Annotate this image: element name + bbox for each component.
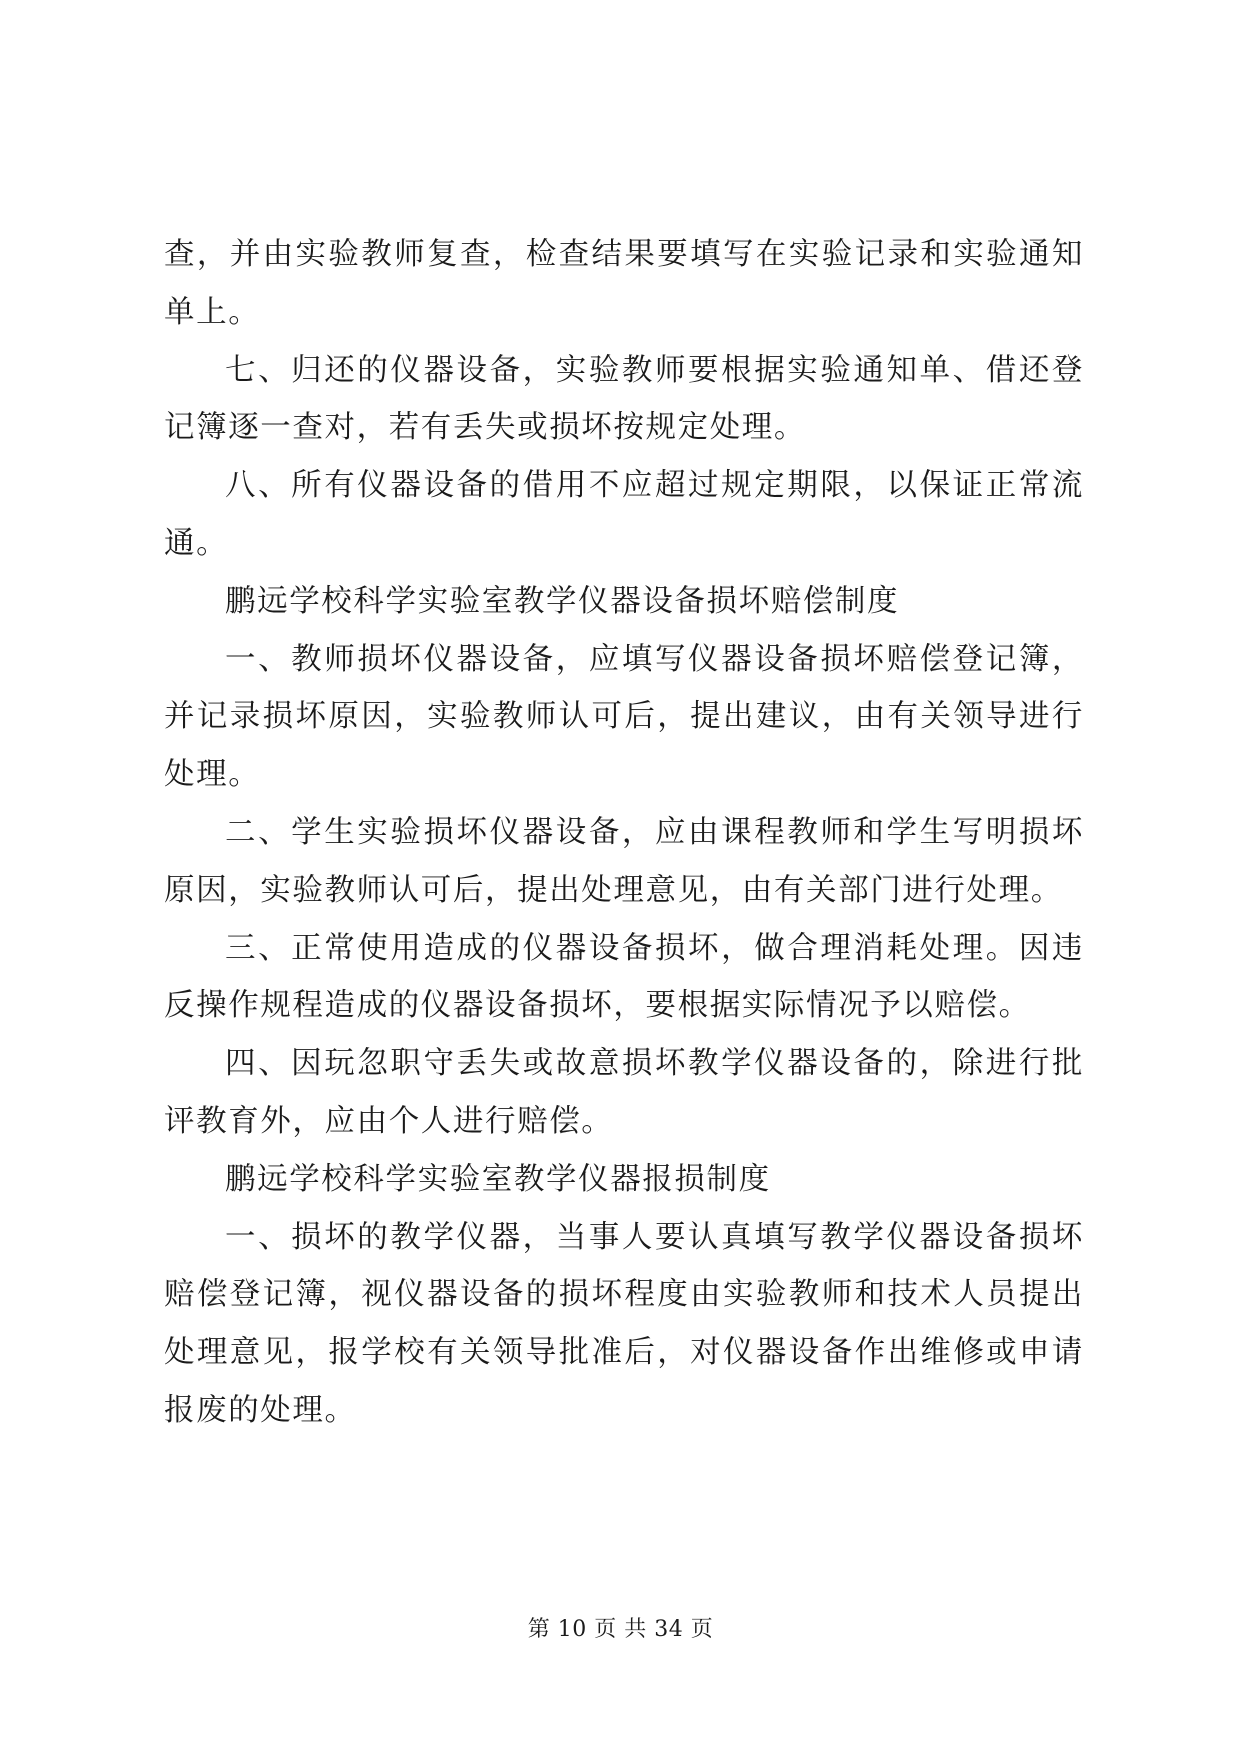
section-title-scrap: 鹏远学校科学实验室教学仪器报损制度 bbox=[225, 1161, 771, 1197]
paragraph-item-7: 七、归还的仪器设备，实验教师要根据实验通知单、借还登记簿逐一查对，若有丢失或损坏按规定处理。 bbox=[164, 352, 1084, 446]
paragraph-comp-2: 二、学生实验损坏仪器设备，应由课程教师和学生写明损坏原因，实验教师认可后，提出处理意见，由有关部门进行处理。 bbox=[164, 814, 1084, 908]
paragraph-comp-3: 三、正常使用造成的仪器设备损坏，做合理消耗处理。因违反操作规程造成的仪器设备损坏，要根据实际情况予以赔偿。 bbox=[164, 930, 1084, 1024]
document-body bbox=[164, 226, 1084, 1440]
paragraph-comp-1: 一、教师损坏仪器设备，应填写仪器设备损坏赔偿登记簿，并记录损坏原因，实验教师认可后，提出建议，由有关领导进行处理。 bbox=[164, 641, 1084, 793]
page-number-label: 第 10 页 共 34 页 bbox=[527, 1617, 714, 1642]
page-footer bbox=[0, 1612, 1241, 1643]
section-title-compensation: 鹏远学校科学实验室教学仪器设备损坏赔偿制度 bbox=[225, 583, 900, 619]
paragraph-item-8: 八、所有仪器设备的借用不应超过规定期限，以保证正常流通。 bbox=[164, 468, 1084, 561]
paragraph-continuation: 查，并由实验教师复查，检查结果要填写在实验记录和实验通知单上。 bbox=[164, 237, 1084, 330]
paragraph-comp-4: 四、因玩忽职守丢失或故意损坏教学仪器设备的，除进行批评教育外，应由个人进行赔偿。 bbox=[164, 1046, 1084, 1139]
paragraph-scrap-1: 一、损坏的教学仪器，当事人要认真填写教学仪器设备损坏赔偿登记簿，视仪器设备的损坏程度由实验教师和技术人员提出处理意见，报学校有关领导批准后，对仪器设备作出维修或申请报废的处理。 bbox=[164, 1219, 1084, 1428]
